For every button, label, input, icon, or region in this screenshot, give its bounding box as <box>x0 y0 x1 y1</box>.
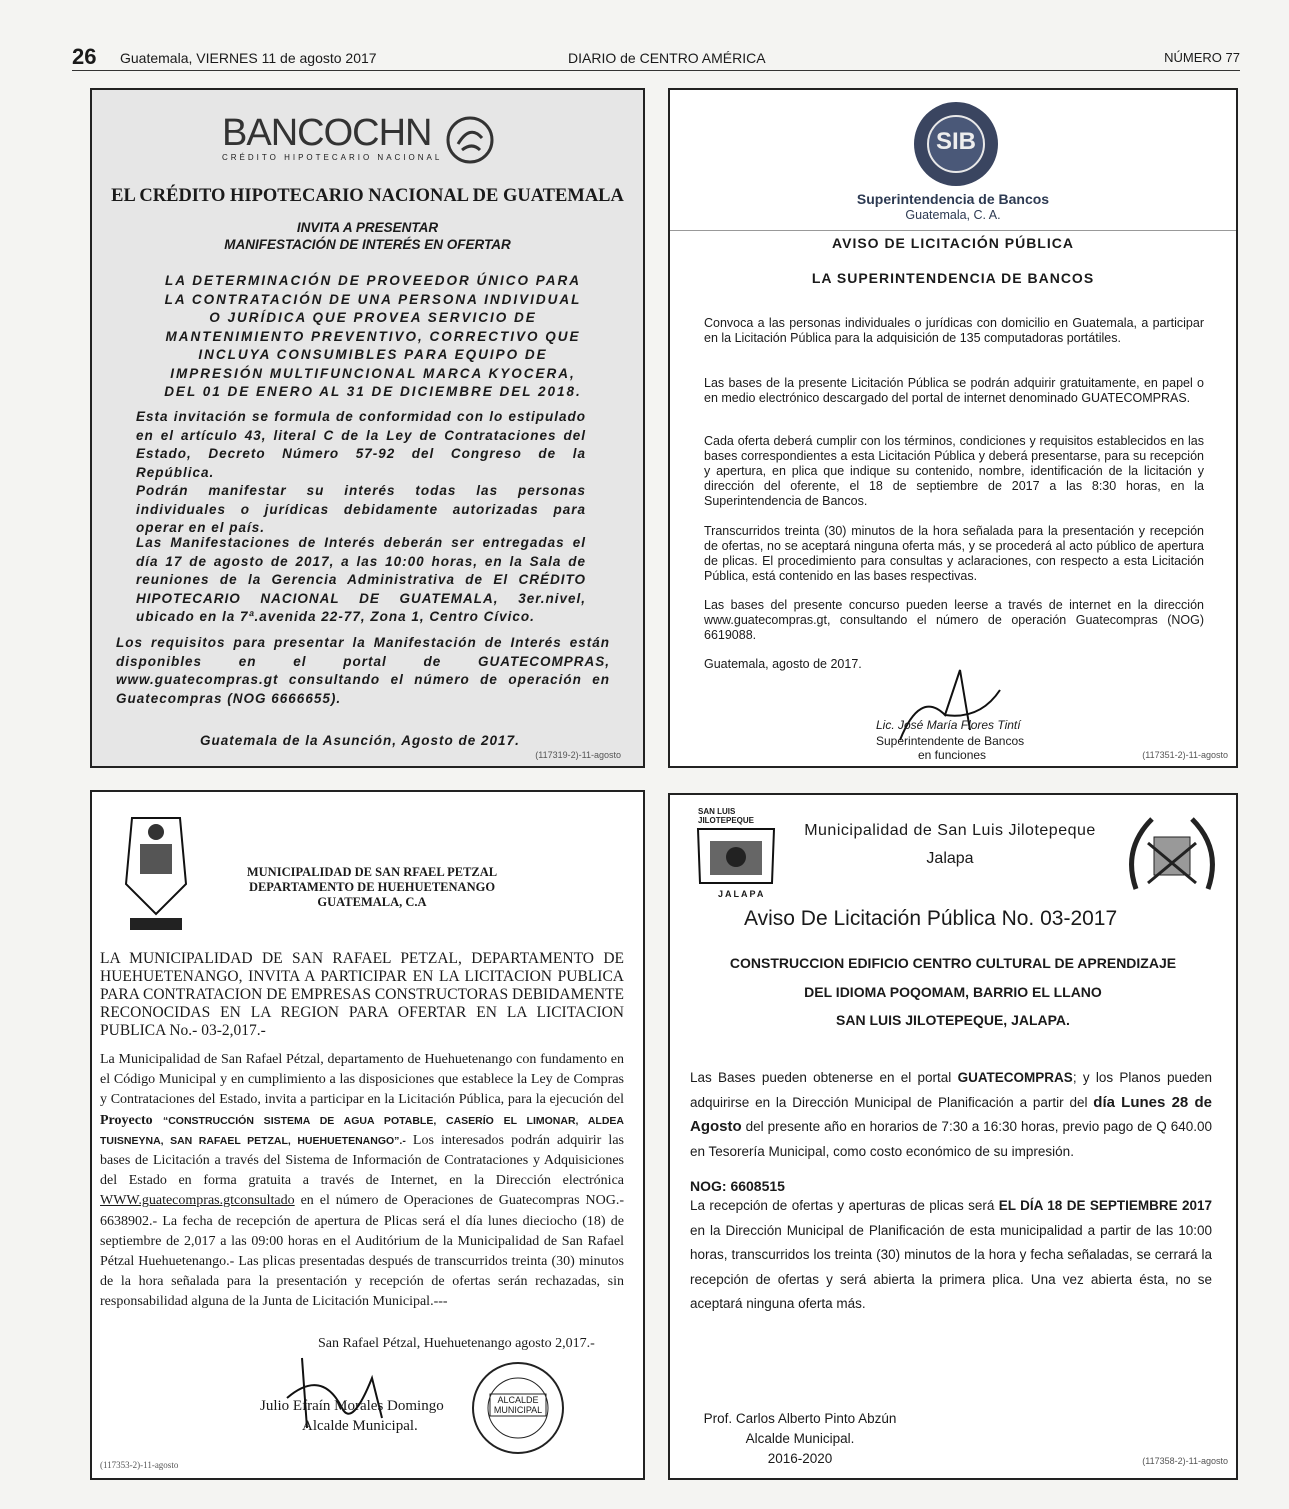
sib-divider <box>670 230 1236 231</box>
jilotepeque-title: Aviso De Licitación Pública No. 03-2017 <box>744 907 1118 930</box>
jilotepeque-p1-d: día Lunes 28 de Agosto <box>690 1093 1212 1135</box>
chn-ref: (117319-2)-11-agosto <box>535 750 621 760</box>
chn-closing: Guatemala de la Asunción, Agosto de 2017. <box>200 733 520 748</box>
page-number: 26 <box>72 44 97 69</box>
jilotepeque-signature-block <box>680 1409 920 1469</box>
petzal-body-c: en el número de Operaciones de Guatecompras NOG.- 6638902.- La fecha de recepción de apertura de Plicas será el día lunes dieciocho (18) de septiembre de 2,017 a las 09:00 horas en el Auditórium de la Municipalidad de San Rafael Pétzal Huehuetenango.- Las plicas presentadas después de transcurridos treinta (30) minutos de la hora señalada para la presentación y recepción de ofertas serán rechazadas, sin responsabilidad alguna de la Junta de Licitación Municipal.--- <box>100 1193 624 1310</box>
jilotepeque-p1-b: GUATECOMPRAS <box>957 1070 1073 1085</box>
jilotepeque-crest-icon <box>688 805 784 903</box>
sib-signer: Lic. José María Flores Tintí <box>876 718 1021 732</box>
issue-number: NÚMERO 77 <box>1164 50 1240 65</box>
petzal-place-date: San Rafael Pétzal, Huehuetenango agosto 2,017.- <box>318 1336 595 1351</box>
petzal-link[interactable]: WWW.guatecompras.gtconsultado <box>100 1193 295 1209</box>
sib-seal-icon <box>912 100 1000 188</box>
petzal-stamp-icon <box>470 1360 566 1456</box>
chn-logo <box>222 112 442 162</box>
jilotepeque-p1-a: Las Bases pueden obtenerse en el portal <box>690 1070 958 1085</box>
sib-ref: (117351-2)-11-agosto <box>1142 750 1228 760</box>
page-header <box>72 44 1240 71</box>
petzal-org-2: DEPARTAMENTO DE HUEHUETENANGO <box>248 880 496 894</box>
jilotepeque-p2-c: en la Dirección Municipal de Planificación de esta municipalidad a partir de las 10:00 horas, transcurridos los treinta (30) minutos de la hora y fecha señaladas, se cerrará la recepción de ofertas y será abierta la primera plica. Una vez abierta ésta, no se aceptará ninguna oferta más. <box>690 1222 1212 1311</box>
chn-title: EL CRÉDITO HIPOTECARIO NACIONAL DE GUATEMALA <box>111 186 624 206</box>
sib-org: Superintendencia de Bancos <box>856 191 1050 207</box>
jilotepeque-p2-a: La recepción de ofertas y aperturas de plicas será <box>690 1198 999 1213</box>
petzal-signer: Julio Efraín Morales Domingo <box>260 1398 444 1414</box>
sib-signer-role-2: en funciones <box>918 748 987 762</box>
chn-para-3: Las Manifestaciones de Interés deberán ser entregadas el día 17 de agosto de 2017, a las 10:00 horas, en la Sala de reuniones de la Gerencia Administrativa de El CRÉDITO HIPOTECARIO NACIONAL DE GUATEMALA, 3er.nivel, ubicado en la 7ª.avenida 22-77, Zona 1, Centro Cívico. <box>136 535 586 624</box>
jilotepeque-project-line: SAN LUIS JILOTEPEQUE, JALAPA. <box>836 1012 1070 1028</box>
jilotepeque-signer: Prof. Carlos Alberto Pinto Abzún <box>703 1411 897 1426</box>
jilotepeque-project <box>670 949 1236 1035</box>
chn-para-2: Podrán manifestar su interés todas las personas individuales o jurídicas debidamente autorizadas para operar en el país. <box>136 483 586 535</box>
jilotepeque-nog: NOG: 6608515 <box>690 1178 785 1194</box>
jilotepeque-project-line: CONSTRUCCION EDIFICIO CENTRO CULTURAL DE APRENDIZAJE <box>729 955 1177 971</box>
petzal-proj-label: Proyecto <box>100 1112 163 1128</box>
jilotepeque-p2-b: EL DÍA 18 DE SEPTIEMBRE 2017 <box>998 1198 1212 1213</box>
petzal-ref: (117353-2)-11-agosto <box>100 1460 179 1470</box>
header-date: Guatemala, VIERNES 11 de agosto 2017 <box>120 50 377 66</box>
petzal-lead: LA MUNICIPALIDAD DE SAN RAFAEL PETZAL, DEPARTAMENTO DE HUEHUETENANGO, INVITA A PARTICIPAR EN LA LICITACION PUBLICA PARA CONTRATACION DE EMPRESAS CONSTRUCTORAS DEBIDAMENTE RECONOCIDAS EN LA REGION PARA OFERTAR EN LA LICITACION PUBLICA No.- 03-2,017.- <box>100 950 624 1039</box>
chn-subject-line: LA DETERMINACIÓN DE PROVEEDOR ÚNICO PARA <box>164 273 582 288</box>
chn-subject <box>128 272 618 402</box>
sib-date: Guatemala, agosto de 2017. <box>704 657 862 671</box>
chn-subject-line: IMPRESIÓN MULTIFUNCIONAL MARCA KYOCERA, <box>170 365 576 381</box>
jilotepeque-para-1 <box>690 1066 1212 1164</box>
sib-para-4: Transcurridos treinta (30) minutos de la hora señalada para la presentación y recepción de ofertas, no se aceptará ninguna oferta más, y se procederá al acto público de apertura de plicas. El procedimiento para consultas y aclaraciones, con respecto a esta Licitación Pública, está contenido en las bases respectivas. <box>704 524 1204 583</box>
jilotepeque-org: Municipalidad de San Luis Jilotepeque <box>804 822 1096 839</box>
guatemala-coat-of-arms-icon <box>1122 809 1222 903</box>
notice-chn <box>90 88 645 768</box>
chn-emblem-icon <box>442 114 498 166</box>
petzal-body-a: La Municipalidad de San Rafael Pétzal, departamento de Huehuetenango con fundamento en el Código Municipal y en cumplimiento a las disposiciones que establece la Ley de Compras y Contrataciones del Estado, invita a participar en la Licitación Pública, para la ejecución del <box>100 1052 624 1108</box>
jilotepeque-p1-e: del presente año en horarios de 7:30 a 16:30 horas, previo pago de Q 640.00 en Tesorería Municipal, como costo económico de su impresión. <box>690 1119 1212 1159</box>
chn-subject-line: DEL 01 DE ENERO AL 31 DE DICIEMBRE DEL 2018. <box>164 384 582 399</box>
petzal-body <box>100 1050 624 1313</box>
jilotepeque-crest-top: SAN LUIS JILOTEPEQUE <box>698 807 755 825</box>
chn-subject-line: O JURÍDICA QUE PROVEA SERVICIO DE <box>209 310 537 325</box>
chn-logo-sub: CRÉDITO HIPOTECARIO NACIONAL <box>222 153 443 162</box>
petzal-org-3: GUATEMALA, C.A <box>317 895 427 909</box>
sib-para-2: Las bases de la presente Licitación Pública se podrán adquirir gratuitamente, en papel o en medio electrónico descargado del portal de internet denominado GUATECOMPRAS. <box>704 376 1204 405</box>
sib-seal-text: SIB <box>935 128 976 155</box>
chn-para-1: Esta invitación se formula de conformidad con lo estipulado en el artículo 43, literal C de la Ley de Contrataciones del Estado, Decreto Número 57-92 del Congreso de la República. <box>136 409 586 480</box>
petzal-project: “CONSTRUCCIÓN SISTEMA DE AGUA POTABLE, CASERÍO EL LIMONAR, ALDEA TUISNEYNA, SAN RAFAEL PETZAL, HUEHUETENANGO”.- <box>100 1114 624 1147</box>
petzal-stamp-1: ALCALDE <box>497 1395 539 1405</box>
sib-para-3: Cada oferta deberá cumplir con los términos, condiciones y requisitos establecidos en las bases correspondientes a esta Licitación Pública y deberá presentarse, para su recepción y apertura, en plica que indique su contenido, nombre, identificación de la licitación y dirección del oferente, el 18 de septiembre de 2017 a las 8:30 horas, en la Superintendencia de Bancos. <box>704 434 1204 508</box>
jilotepeque-term: 2016-2020 <box>767 1451 833 1466</box>
sib-signer-role: Superintendente de Bancos <box>876 734 1025 748</box>
sib-org-sub: Guatemala, C. A. <box>905 208 1001 222</box>
notice-jilotepeque <box>668 793 1238 1480</box>
petzal-org-1: MUNICIPALIDAD DE SAN RFAEL PETZAL <box>246 865 498 879</box>
petzal-crest-icon <box>120 814 192 934</box>
jilotepeque-ref: (117358-2)-11-agosto <box>1142 1456 1228 1466</box>
petzal-body-b: Los interesados podrán adquirir las bases de Licitación a través del Sistema de Información de Contrataciones y Adquisiciones del Estado en forma gratuita a través de Internet, en la Dirección electrónica <box>100 1132 624 1189</box>
chn-invite-2: MANIFESTACIÓN DE INTERÉS EN OFERTAR <box>224 237 511 252</box>
jilotepeque-project-line: DEL IDIOMA POQOMAM, BARRIO EL LLANO <box>804 983 1102 1000</box>
jilotepeque-p1-c: ; y los Planos pueden adquirirse en la Dirección Municipal de Planificación a partir del <box>690 1070 1212 1110</box>
petzal-signer-role: Alcalde Municipal. <box>302 1418 418 1434</box>
chn-subject-line: INCLUYA CONSUMIBLES PARA EQUIPO DE <box>198 347 548 362</box>
chn-subject-line: LA CONTRATACIÓN DE UNA PERSONA INDIVIDUAL <box>164 291 582 307</box>
newspaper-name: DIARIO de CENTRO AMÉRICA <box>568 50 766 66</box>
petzal-stamp-2: MUNICIPAL <box>493 1405 543 1415</box>
jilotepeque-para-2 <box>690 1194 1212 1317</box>
chn-para-4: Los requisitos para presentar la Manifestación de Interés están disponibles en el portal de GUATECOMPRAS, www.guatecompras.gt consultando el número de operación en Guatecompras (NOG 6666655). <box>116 635 610 706</box>
sib-subtitle: LA SUPERINTENDENCIA DE BANCOS <box>811 270 1095 286</box>
sib-para-5: Las bases del presente concurso pueden leerse a través de internet en la dirección www.guatecompras.gt, consultando el número de operación Guatecompras (NOG) 6619088. <box>704 598 1204 642</box>
notice-sib <box>668 88 1238 768</box>
chn-subject-line: MANTENIMIENTO PREVENTIVO, CORRECTIVO QUE <box>165 328 581 344</box>
jilotepeque-signer-role: Alcalde Municipal. <box>745 1431 855 1446</box>
jilotepeque-org-sub: Jalapa <box>926 850 974 867</box>
chn-invite-1: INVITA A PRESENTAR <box>296 220 439 235</box>
sib-para-1: Convoca a las personas individuales o jurídicas con domicilio en Guatemala, a participar en la Licitación Pública para la adquisición de 135 computadoras portátiles. <box>704 316 1204 345</box>
petzal-org <box>212 865 532 910</box>
sib-title: AVISO DE LICITACIÓN PÚBLICA <box>832 235 1074 251</box>
chn-logo-name: BANCOCHN <box>222 112 432 154</box>
notice-petzal <box>90 790 645 1480</box>
jilotepeque-crest-bottom: JALAPA <box>718 889 766 899</box>
